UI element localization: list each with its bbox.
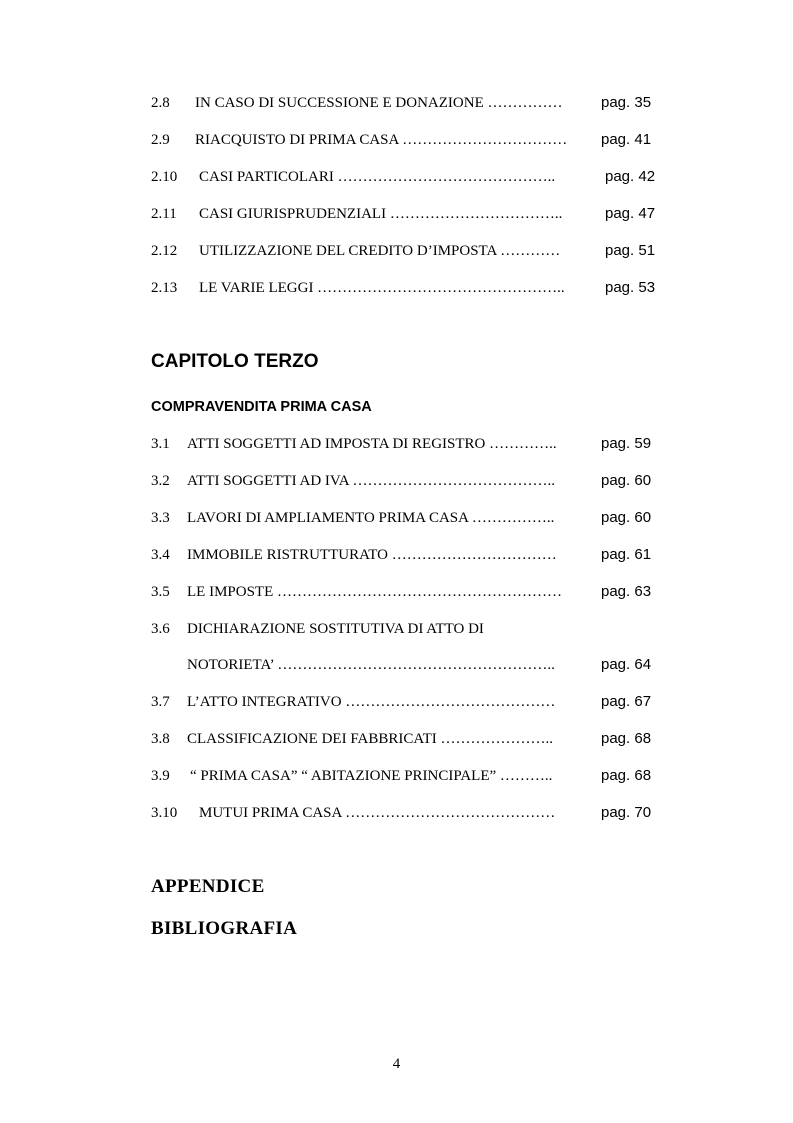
toc-entry-number: 3.5: [151, 584, 170, 600]
toc-entry-number: 3.8: [151, 731, 170, 747]
chapter-title: CAPITOLO TERZO: [151, 351, 319, 372]
toc-entry-number: 3.10: [151, 805, 178, 821]
toc-entry-number: 3.2: [151, 473, 170, 489]
toc-entry: [0, 581, 793, 603]
toc-entry-page: pag. 64: [601, 656, 652, 673]
toc-entry: [0, 544, 793, 566]
toc-entry: [0, 728, 793, 750]
toc-entry-number: 3.3: [151, 510, 170, 526]
toc-entry: [0, 203, 793, 225]
toc-entry-number: 2.10: [151, 169, 178, 185]
toc-entry: [0, 802, 793, 824]
toc-entry: [0, 691, 793, 713]
toc-entry-page: pag. 47: [605, 205, 656, 222]
toc-entry-title: CLASSIFICAZIONE DEI FABBRICATI …………………..: [187, 731, 553, 747]
toc-entry-title: ATTI SOGGETTI AD IVA …………………………………..: [187, 473, 556, 489]
toc-entry-number: 3.6: [151, 621, 170, 637]
toc-entry-page: pag. 60: [601, 509, 652, 526]
toc-entry-title: CASI GIURISPRUDENZIALI ……………………………..: [199, 206, 563, 222]
bibliography-heading: BIBLIOGRAFIA: [151, 918, 298, 939]
toc-entry-page: pag. 63: [601, 583, 652, 600]
toc-entry-title: LE IMPOSTE …………………………………………………: [187, 584, 562, 600]
toc-entry: [0, 166, 793, 188]
toc-entry: [0, 240, 793, 262]
page-number: 4: [392, 1056, 401, 1072]
toc-entry-title: UTILIZZAZIONE DEL CREDITO D’IMPOSTA …………: [199, 243, 561, 259]
toc-entry-page: pag. 60: [601, 472, 652, 489]
appendix-heading: APPENDICE: [151, 876, 265, 897]
toc-entry: [0, 618, 793, 640]
toc-entry-page: pag. 42: [605, 168, 656, 185]
toc-entry-page: pag. 68: [601, 767, 652, 784]
toc-entry-number: 2.9: [151, 132, 170, 148]
toc-entry-number: 3.7: [151, 694, 170, 710]
toc-entry-number: 2.8: [151, 95, 170, 111]
toc-entry-page: pag. 51: [605, 242, 656, 259]
toc-entry-page: pag. 67: [601, 693, 652, 710]
toc-entry-page: pag. 59: [601, 435, 652, 452]
toc-entry-title: “ PRIMA CASA” “ ABITAZIONE PRINCIPALE” ………..: [190, 768, 553, 784]
toc-entry: [0, 92, 793, 114]
toc-entry: [0, 470, 793, 492]
toc-entry-title: LE VARIE LEGGI …………………………………………..: [199, 280, 565, 296]
toc-entry-page: pag. 35: [601, 94, 652, 111]
toc-entry-page: pag. 70: [601, 804, 652, 821]
toc-entry-page: pag. 61: [601, 546, 652, 563]
toc-entry-number: 3.9: [151, 768, 170, 784]
toc-entry-title: CASI PARTICOLARI ……………………………………..: [199, 169, 556, 185]
toc-entry: [0, 765, 793, 787]
toc-entry-number: 2.12: [151, 243, 178, 259]
toc-entry-number: 2.13: [151, 280, 178, 296]
toc-entry-title: ATTI SOGGETTI AD IMPOSTA DI REGISTRO …………..: [187, 436, 557, 452]
toc-entry: [0, 277, 793, 299]
toc-entry-page: pag. 41: [601, 131, 652, 148]
toc-entry-title: LAVORI DI AMPLIAMENTO PRIMA CASA ……………..: [187, 510, 555, 526]
toc-entry-title: IN CASO DI SUCCESSIONE E DONAZIONE ……………: [195, 95, 563, 111]
toc-entry-number: 2.11: [151, 206, 177, 222]
chapter-subtitle: COMPRAVENDITA PRIMA CASA: [151, 399, 372, 415]
toc-entry: [0, 433, 793, 455]
toc-entry: [0, 654, 793, 676]
toc-entry-title: NOTORIETA’ ………………………………………………..: [187, 657, 555, 673]
toc-entry-page: pag. 68: [601, 730, 652, 747]
toc-entry-title: IMMOBILE RISTRUTTURATO ……………………………: [187, 547, 557, 563]
toc-entry-title: DICHIARAZIONE SOSTITUTIVA DI ATTO DI: [187, 621, 484, 637]
toc-entry-title: RIACQUISTO DI PRIMA CASA ……………………………: [195, 132, 568, 148]
toc-entry-page: pag. 53: [605, 279, 656, 296]
toc-entry-number: 3.4: [151, 547, 170, 563]
toc-entry: [0, 507, 793, 529]
toc-entry-number: 3.1: [151, 436, 170, 452]
toc-entry: [0, 129, 793, 151]
toc-entry-title: L’ATTO INTEGRATIVO ……………………………………: [187, 694, 556, 710]
toc-entry-title: MUTUI PRIMA CASA ……………………………………: [199, 805, 556, 821]
